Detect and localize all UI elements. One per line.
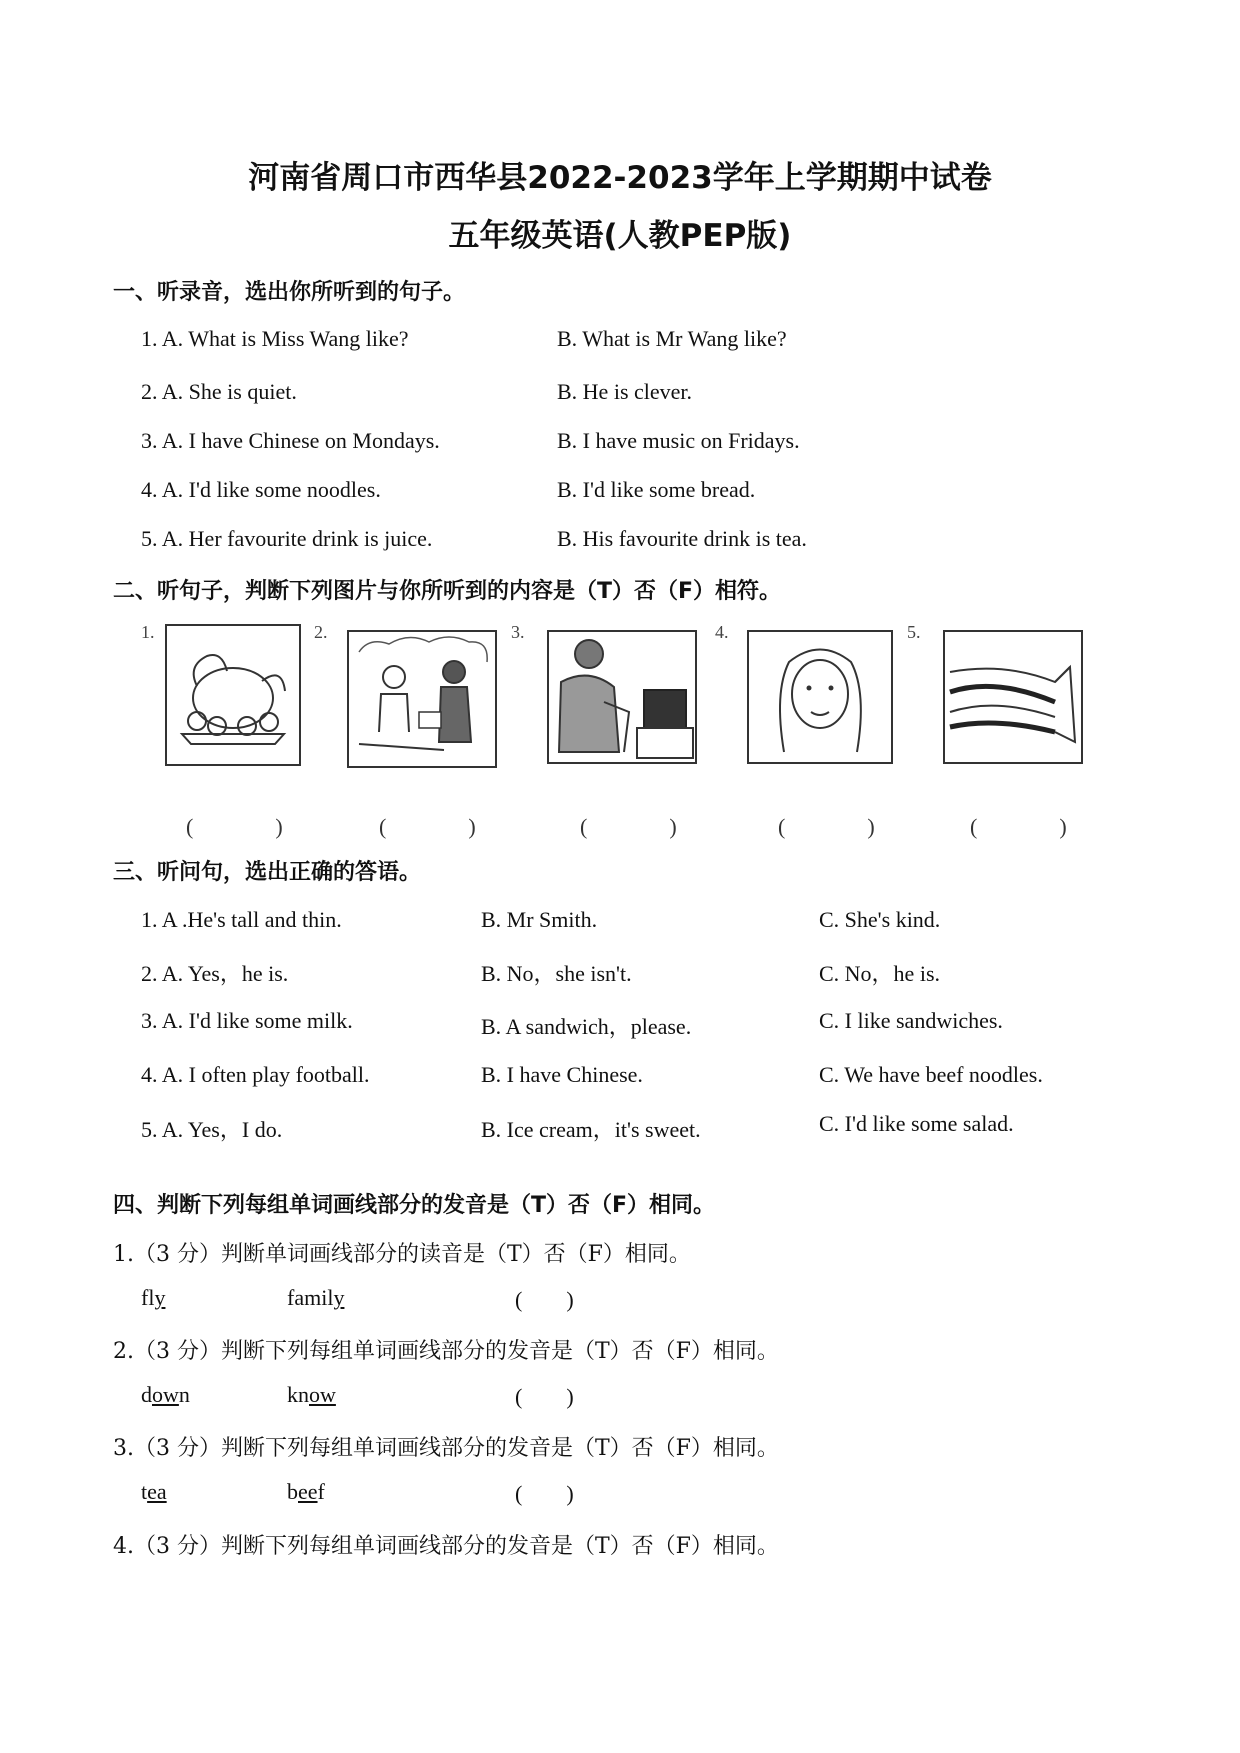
s4-q3-word1: tea <box>141 1479 167 1504</box>
picture-2-blank[interactable]: ( ) <box>379 814 506 839</box>
sandwich-icon <box>945 632 1081 762</box>
s1-q2-option-b: B. He is clever. <box>557 379 693 404</box>
s3-q3-option-b: B. A sandwich，please. <box>481 1014 692 1039</box>
picture-2 <box>347 630 497 768</box>
s3-q3-option-c: C. I like sandwiches. <box>819 1008 1003 1033</box>
picture-5 <box>943 630 1083 764</box>
s3-q4-option-a: 4. A. I often play football. <box>141 1062 370 1087</box>
s3-q5-option-c: C. I'd like some salad. <box>819 1111 1014 1136</box>
s1-q3-option-b: B. I have music on Fridays. <box>557 428 800 453</box>
s3-q2-option-c: C. No，he is. <box>819 961 941 986</box>
s4-q2-word2: know <box>287 1382 336 1407</box>
s3-q1-option-b: B. Mr Smith. <box>481 907 598 932</box>
roast-chicken-icon <box>167 626 299 764</box>
s3-q2-option-a: 2. A. Yes，he is. <box>141 961 289 986</box>
picture-1-number: 1. <box>141 622 155 642</box>
grandpa-tv-icon <box>549 632 695 762</box>
s4-q2-word1: down <box>141 1382 190 1407</box>
teacher-student-icon <box>349 632 495 766</box>
s4-q2-answer-blank[interactable]: ( ) <box>515 1384 574 1409</box>
page-subtitle: 五年级英语(人教PEP版) <box>448 218 792 254</box>
picture-1 <box>165 624 301 766</box>
section4-heading: 四、判断下列每组单词画线部分的发音是（T）否（F）相同。 <box>113 1193 716 1218</box>
section2-heading: 二、听句子，判断下列图片与你所听到的内容是（T）否（F）相符。 <box>113 579 782 604</box>
s4-q1-word2: family <box>287 1285 345 1310</box>
s3-q5-option-b: B. Ice cream，it's sweet. <box>481 1117 701 1142</box>
girl-face-icon <box>749 632 891 762</box>
s1-q2-option-a: 2. A. She is quiet. <box>141 379 297 404</box>
page-title: 河南省周口市西华县2022-2023学年上学期期中试卷 <box>248 160 992 196</box>
s3-q1-option-c: C. She's kind. <box>819 907 941 932</box>
s4-q3-prompt: 3.（3 分）判断下列每组单词画线部分的发音是（T）否（F）相同。 <box>113 1436 779 1461</box>
s3-q1-option-a: 1. A .He's tall and thin. <box>141 907 342 932</box>
s4-q3-word2: beef <box>287 1479 325 1504</box>
picture-5-blank[interactable]: ( ) <box>970 814 1097 839</box>
s4-q3-answer-blank[interactable]: ( ) <box>515 1481 574 1506</box>
picture-5-number: 5. <box>907 622 921 642</box>
s3-q5-option-a: 5. A. Yes，I do. <box>141 1117 283 1142</box>
picture-3-number: 3. <box>511 622 525 642</box>
picture-1-blank[interactable]: ( ) <box>186 814 313 839</box>
s3-q2-option-b: B. No，she isn't. <box>481 961 632 986</box>
picture-4-number: 4. <box>715 622 729 642</box>
section3-heading: 三、听问句，选出正确的答语。 <box>113 860 422 885</box>
s1-q5-option-b: B. His favourite drink is tea. <box>557 526 807 551</box>
s3-q4-option-b: B. I have Chinese. <box>481 1062 643 1087</box>
s1-q3-option-a: 3. A. I have Chinese on Mondays. <box>141 428 440 453</box>
picture-4 <box>747 630 893 764</box>
s1-q5-option-a: 5. A. Her favourite drink is juice. <box>141 526 433 551</box>
section1-heading: 一、听录音，选出你所听到的句子。 <box>113 280 466 305</box>
s4-q2-prompt: 2.（3 分）判断下列每组单词画线部分的发音是（T）否（F）相同。 <box>113 1339 779 1364</box>
s3-q3-option-a: 3. A. I'd like some milk. <box>141 1008 353 1033</box>
s4-q4-prompt: 4.（3 分）判断下列每组单词画线部分的发音是（T）否（F）相同。 <box>113 1534 779 1559</box>
picture-2-number: 2. <box>314 622 328 642</box>
s1-q1-option-b: B. What is Mr Wang like? <box>557 326 787 351</box>
s3-q4-option-c: C. We have beef noodles. <box>819 1062 1043 1087</box>
s1-q1-option-a: 1. A. What is Miss Wang like? <box>141 326 409 351</box>
s1-q4-option-a: 4. A. I'd like some noodles. <box>141 477 381 502</box>
s4-q1-answer-blank[interactable]: ( ) <box>515 1287 574 1312</box>
picture-3 <box>547 630 697 764</box>
s4-q1-word1: fly <box>141 1285 166 1310</box>
s4-q1-prompt: 1.（3 分）判断单词画线部分的读音是（T）否（F）相同。 <box>113 1242 691 1267</box>
picture-3-blank[interactable]: ( ) <box>580 814 707 839</box>
picture-4-blank[interactable]: ( ) <box>778 814 905 839</box>
s1-q4-option-b: B. I'd like some bread. <box>557 477 756 502</box>
